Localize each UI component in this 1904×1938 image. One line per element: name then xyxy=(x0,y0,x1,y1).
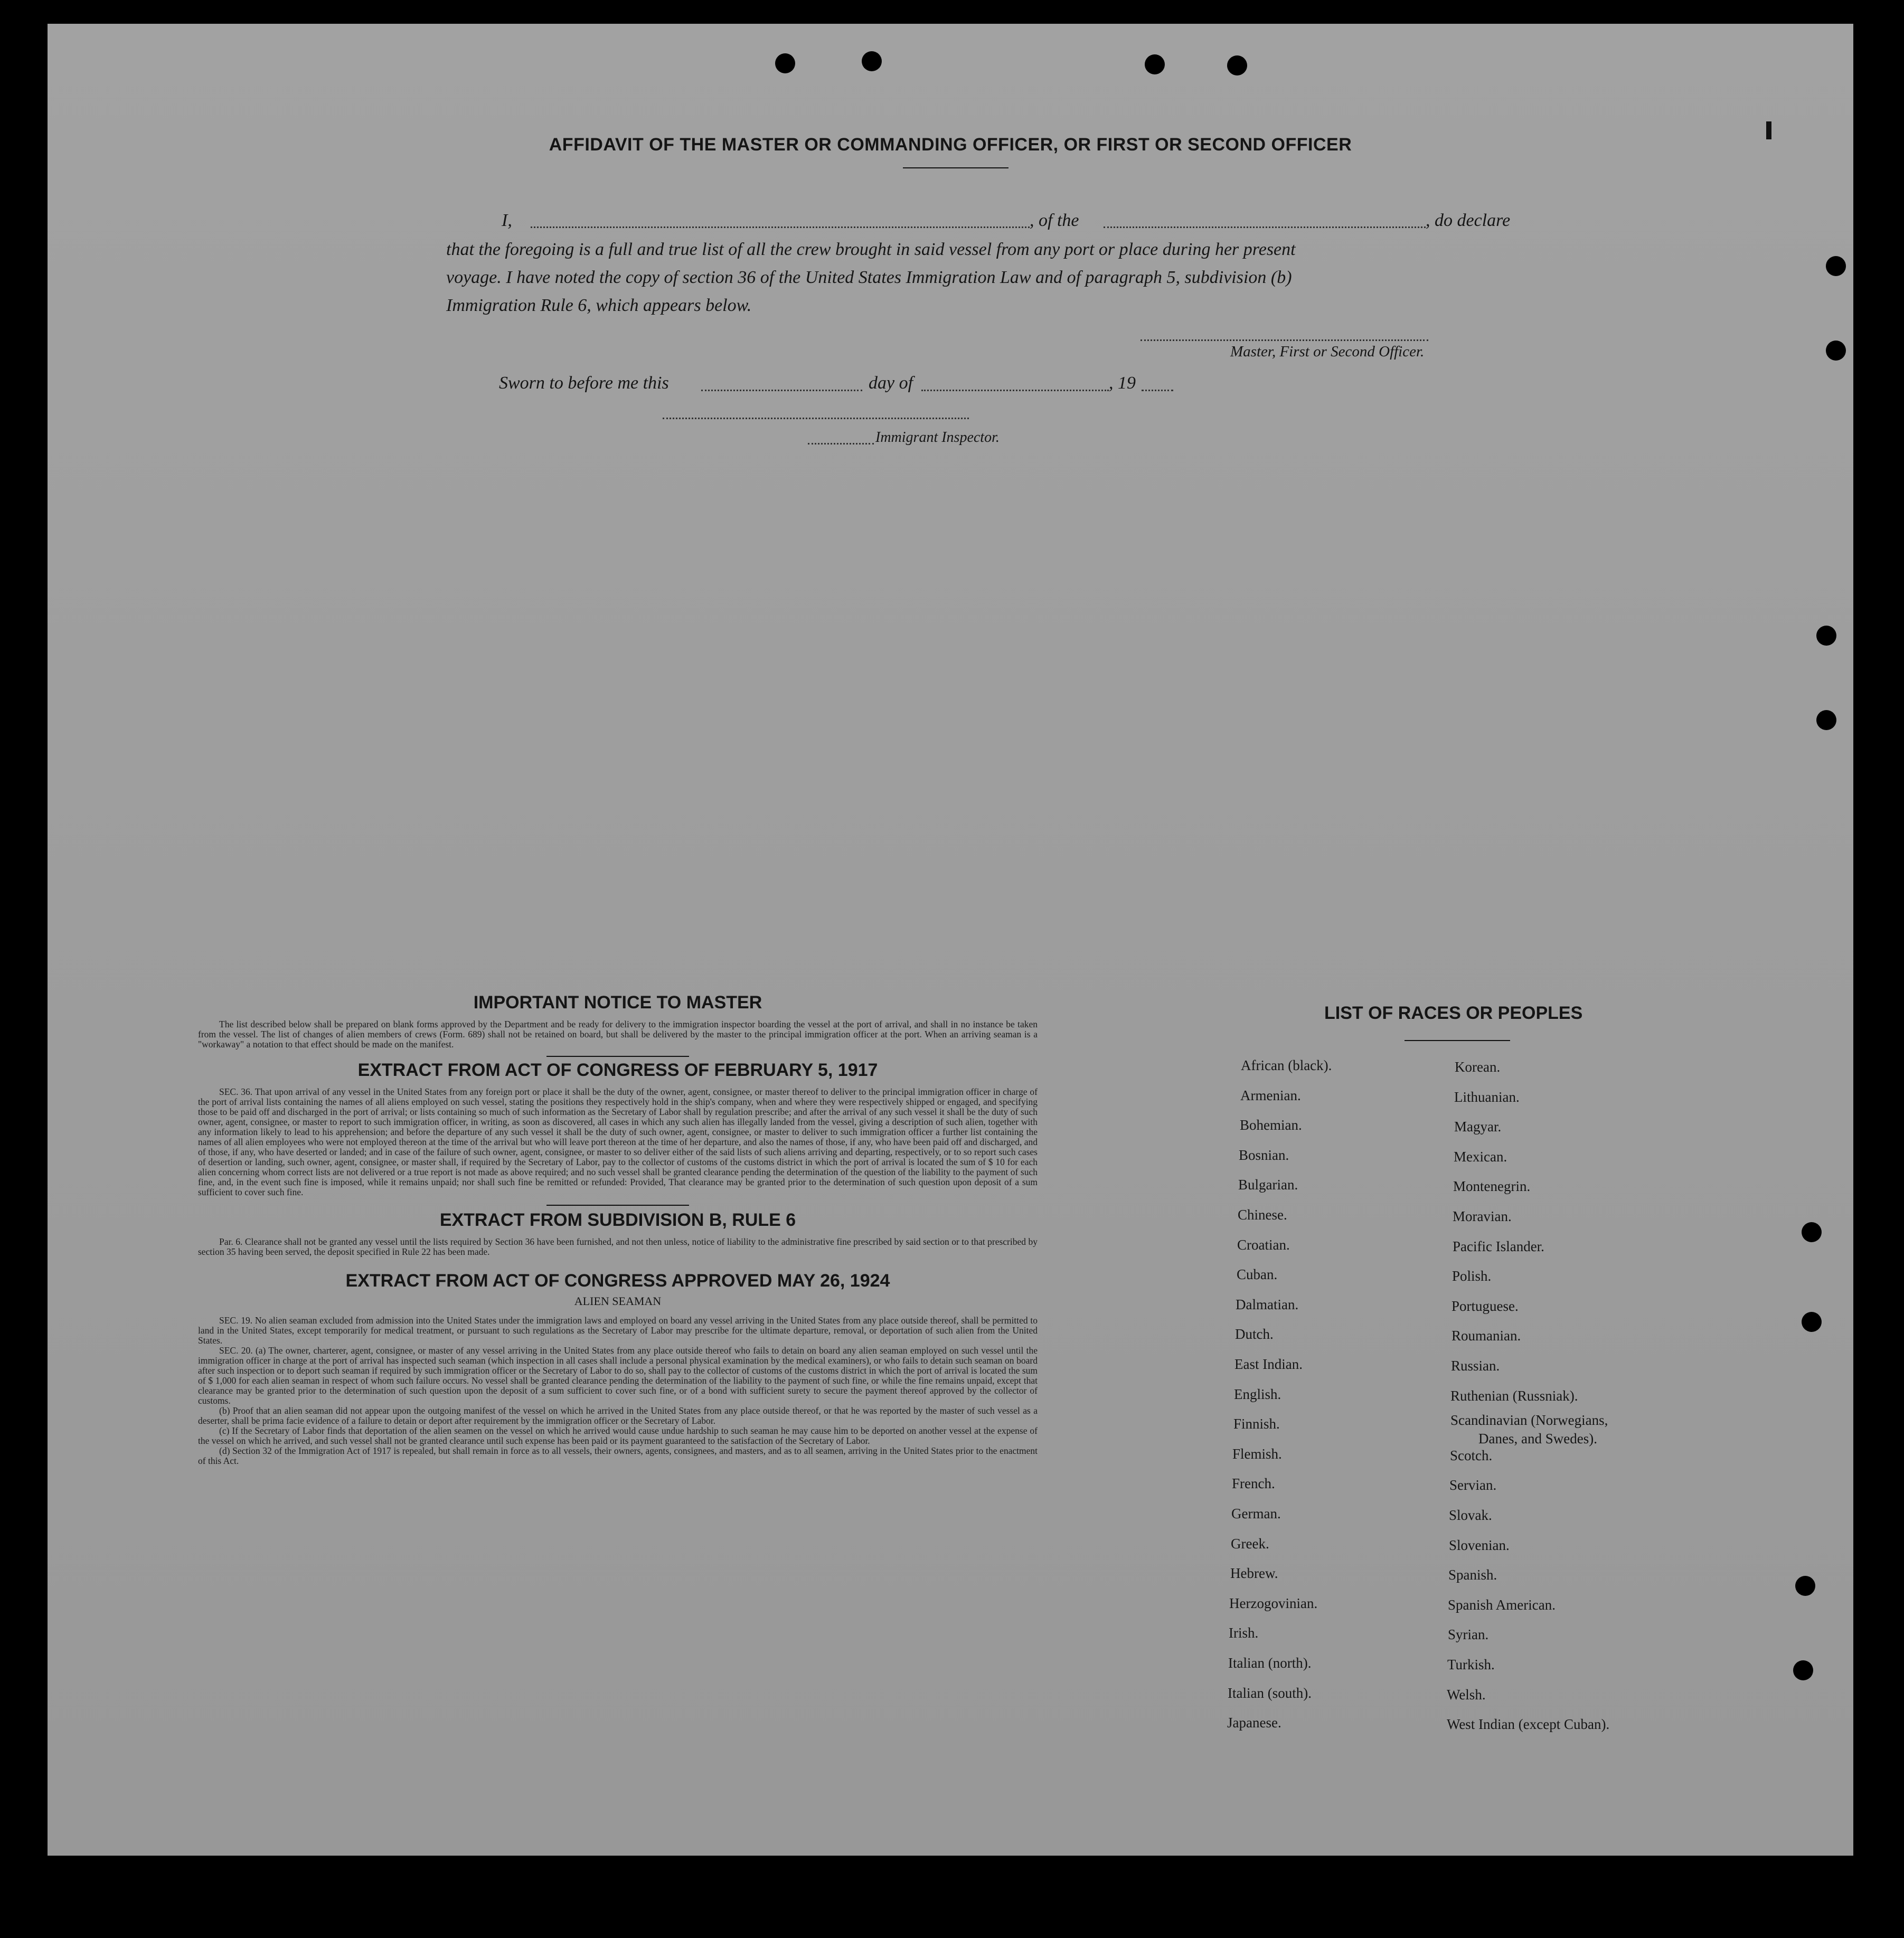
race-item: Lithuanian. xyxy=(1454,1089,1520,1105)
race-item: Cuban. xyxy=(1237,1266,1278,1282)
race-item: Croatian. xyxy=(1237,1237,1290,1253)
notice-body: The list described below shall be prepared on blank forms approved by the Department and be ready for delivery to the immigration inspector boarding the vessel at the port of arrival, and shall in no instance be taken from the vessel. The list of changes of alien members of crews (Form. 689) shall not be retained on board, but shall be delivered by the master to the principal immigration officer at the port. When an arriving seaman is a "workaway" a notation to that effect should be made on the manifest. xyxy=(198,1019,1038,1050)
race-item: Scotch. xyxy=(1450,1448,1493,1463)
punch-hole xyxy=(1802,1312,1822,1332)
notice-divider xyxy=(546,1056,689,1057)
title-underline xyxy=(903,167,1008,168)
race-item: Slovenian. xyxy=(1449,1537,1510,1553)
punch-hole xyxy=(1816,626,1836,646)
sec20a-paragraph: SEC. 20. (a) The owner, charterer, agent, consignee, or master of any vessel arriving in the United States from any place outside thereof who fails to detain on board any alien seaman employed on such vessel until the immigration officer in charge at the port of arrival has inspected such seaman (which inspection in all cases shall include a personal physical examination by the medical examiners), or who fails to detain such seaman on board after such inspection or to deport such seaman if required by such immigration officer or the Secretary of Labor to do so, shall pay to the collector of customs of the customs district in which the port of arrival is located the sum of $ 1,000 for each alien seaman in respect of whom such failure occurs. No vessel shall be granted clearance pending the determination of the liability to the payment of such fine, or while the fine remains unpaid, except that clearance may be granted prior to the determination of such question upon the deposit of a sum sufficient to cover such fine, or of a bond with sufficient surety to secure the payment thereof approved by the collector of customs. xyxy=(198,1345,1038,1406)
punch-hole xyxy=(775,53,795,73)
race-item: Flemish. xyxy=(1232,1446,1282,1462)
race-item: Roumanian. xyxy=(1451,1328,1521,1344)
race-item: Irish. xyxy=(1229,1625,1259,1641)
sec20c-paragraph: (c) If the Secretary of Labor finds that deportation of the alien seamen on the vessel on which he arrived would cause undue hardship to such seaman he may cause him to be deported on another vessel at the expense of the vessel on which he arrived, and such vessel shall not be granted clearance until such expense has been paid or its payment guaranteed to the satisfaction of the Secretary of Labor. xyxy=(198,1425,1038,1446)
race-item: Russian. xyxy=(1451,1358,1500,1374)
races-underline xyxy=(1405,1040,1510,1041)
race-item: Spanish American. xyxy=(1448,1597,1556,1613)
punch-hole xyxy=(1816,710,1836,730)
signature-caption: Master, First or Second Officer. xyxy=(1230,343,1425,360)
punch-hole xyxy=(1793,1660,1813,1680)
race-item: Italian (north). xyxy=(1228,1655,1312,1671)
extract-1917-body: SEC. 36. That upon arrival of any vessel in the United States from any foreign port or place it shall be the duty of the owner, agent, consignee, or master thereof to deliver to the principal immigration officer in charge of the port of arrival lists containing the names of all aliens employed on such vessel, stating the positions they respectively hold in the ship's company, when and where they were respectively shipped or engaged, and specifying those to be paid off and discharged in the port of arrival; or lists containing so much of such information as the Secretary of Labor shall by regulation prescribe; and after the arrival of any such vessel it shall be the duty of such owner, agent, consignee, or master to report to such immigration officer, in writing, as soon as discovered, all cases in which any such alien has illegally landed from the vessel, giving a description of such alien, together with any information likely to lead to his apprehension; and before the departure of any such vessel it shall be the duty of such owner, agent, consignee, or master to deliver to such immigration officer a further list containing the names of all alien employees who were not employed thereon at the time of the arrival but who will leave port thereon at the time of her departure, and also the names of those, if any, who have been paid off and discharged, and of those, if any, who have deserted or landed; and in case of the failure of such owner, agent, consignee, or master to so deliver either of the said lists of such aliens arriving and departing, respectively, or to so report such cases of desertion or landing, such owner, agent, consignee, or master shall, if required by the Secretary of Labor, pay to the collector of customs of the customs district in which the port of arrival is located the sum of $ 10 for each alien concerning whom correct lists are not delivered or a true report is not made as above required; and no such vessel shall be granted clearance pending the determination of the question of the liability to the payment of such fine, and, in the event such fine is imposed, while it remains unpaid; nor shall such fine be remitted or refunded: Provided, That clearance may be granted prior to the determination of such question upon deposit of a sum sufficient to cover such fine. xyxy=(198,1086,1038,1197)
punch-hole xyxy=(1802,1222,1822,1242)
notice-title: IMPORTANT NOTICE TO MASTER xyxy=(473,992,762,1013)
inspector-prefix-dots xyxy=(808,443,874,445)
punch-hole xyxy=(1145,54,1165,74)
declaration-line-4: Immigration Rule 6, which appears below. xyxy=(446,296,752,315)
race-item: Hebrew. xyxy=(1230,1565,1278,1581)
inspector-signature-field[interactable] xyxy=(663,418,969,419)
punch-hole xyxy=(862,51,882,71)
declaration-line-2: that the foregoing is a full and true list of all the crew brought in said vessel from any port or place during her present xyxy=(446,240,1296,259)
form-sheet xyxy=(48,24,1853,1856)
race-item: West Indian (except Cuban). xyxy=(1447,1716,1610,1732)
race-item: Bosnian. xyxy=(1239,1147,1289,1163)
race-item: Bulgarian. xyxy=(1238,1177,1298,1193)
race-item: Spanish. xyxy=(1448,1567,1497,1583)
race-item: Magyar. xyxy=(1454,1119,1502,1135)
sworn-day-field[interactable] xyxy=(701,390,862,391)
punch-hole xyxy=(1826,341,1846,361)
affidavit-title: AFFIDAVIT OF THE MASTER OR COMMANDING OFFICER, OR FIRST OR SECOND OFFICER xyxy=(549,135,1352,155)
declaration-line-3: voyage. I have noted the copy of section 36 of the United States Immigration Law and of paragraph 5, subdivision (b) xyxy=(446,268,1292,287)
vessel-field[interactable] xyxy=(1104,226,1426,228)
race-item: Greek. xyxy=(1231,1536,1269,1552)
race-item: Slovak. xyxy=(1449,1507,1492,1523)
race-item: Scandinavian (Norwegians, xyxy=(1450,1412,1608,1428)
signature-field[interactable] xyxy=(1140,339,1428,341)
i-label: I, xyxy=(502,211,512,230)
race-item: Chinese. xyxy=(1238,1207,1287,1223)
race-item: Italian (south). xyxy=(1228,1685,1312,1701)
race-item: Danes, and Swedes). xyxy=(1478,1431,1597,1447)
extract-1917-title: EXTRACT FROM ACT OF CONGRESS OF FEBRUARY 5, 1917 xyxy=(357,1060,878,1080)
declaration-line-1 xyxy=(502,207,1521,234)
race-item: Portuguese. xyxy=(1451,1298,1519,1314)
day-of-label: day of xyxy=(869,373,913,393)
punch-hole xyxy=(1227,55,1247,75)
of-the-label: , of the xyxy=(1030,211,1079,230)
race-item: French. xyxy=(1232,1476,1275,1491)
race-item: Montenegrin. xyxy=(1453,1178,1531,1194)
year-label: , 19 xyxy=(1109,373,1136,393)
race-item: Dalmatian. xyxy=(1236,1297,1299,1312)
name-field[interactable] xyxy=(531,226,1030,228)
race-item: Bohemian. xyxy=(1240,1117,1302,1133)
extract-1924-subtitle: ALIEN SEAMAN xyxy=(574,1294,662,1308)
race-item: Pacific Islander. xyxy=(1453,1239,1544,1254)
notice-section xyxy=(198,992,1038,1466)
race-item: German. xyxy=(1231,1506,1281,1521)
race-item: Welsh. xyxy=(1447,1687,1486,1703)
race-item: Armenian. xyxy=(1240,1088,1301,1103)
race-item: Herzogovinian. xyxy=(1229,1595,1318,1611)
punch-hole xyxy=(1795,1576,1815,1596)
race-item: Syrian. xyxy=(1448,1627,1489,1642)
race-item: Mexican. xyxy=(1454,1149,1507,1165)
rule6-body: Par. 6. Clearance shall not be granted any vessel until the lists required by Section 36 have been furnished, and not then unless, notice of liability to the administrative fine prescribed by said section or to that prescribed by section 35 having been served, the deposit specified in Rule 22 has been made. xyxy=(198,1236,1038,1257)
sec20d-paragraph: (d) Section 32 of the Immigration Act of 1917 is repealed, but shall remain in force as to all vessels, their owners, agents, consignees, and masters, and as to all seamen, arriving in the United States prior to the enactment of this Act. xyxy=(198,1445,1038,1466)
sworn-label: Sworn to before me this xyxy=(499,373,669,393)
races-title: LIST OF RACES OR PEOPLES xyxy=(1324,1003,1583,1023)
race-item: Korean. xyxy=(1455,1059,1501,1075)
race-item: Japanese. xyxy=(1227,1715,1281,1731)
race-item: Moravian. xyxy=(1453,1208,1512,1224)
sec19-paragraph: SEC. 19. No alien seaman excluded from admission into the United States under the immigration laws and employed on board any vessel arriving in the United States from any place outside thereof, shall be permitted to land in the United States, except temporarily for medical treatment, or pursuant to such regulations as the Secretary of Labor may prescribe for the ultimate departure, removal, or deportation of such alien from the United States. xyxy=(198,1315,1038,1346)
inspector-caption: Immigrant Inspector. xyxy=(875,429,1000,446)
race-item: African (black). xyxy=(1241,1057,1332,1073)
rule6-title: EXTRACT FROM SUBDIVISION B, RULE 6 xyxy=(439,1210,796,1230)
race-item: Finnish. xyxy=(1233,1416,1280,1432)
extract-divider xyxy=(546,1205,689,1206)
sworn-year-field[interactable] xyxy=(1142,390,1173,391)
extract-1924-title: EXTRACT FROM ACT OF CONGRESS APPROVED MAY 26, 1924 xyxy=(345,1271,890,1291)
race-item: Polish. xyxy=(1452,1268,1492,1284)
race-item: English. xyxy=(1234,1386,1281,1402)
race-item: Servian. xyxy=(1449,1477,1497,1493)
do-declare-label: , do declare xyxy=(1426,211,1511,230)
race-item: East Indian. xyxy=(1234,1356,1303,1372)
race-item: Dutch. xyxy=(1235,1326,1274,1342)
race-item: Turkish. xyxy=(1447,1657,1495,1672)
race-item: Ruthenian (Russniak). xyxy=(1450,1388,1578,1404)
sworn-month-field[interactable] xyxy=(921,390,1109,391)
punch-hole xyxy=(1826,256,1846,276)
sec20b-paragraph: (b) Proof that an alien seaman did not appear upon the outgoing manifest of the vessel on which he arrived in the United States from any place outside thereof, or that he was reported by the master of such vessel as a deserter, shall be prima facie evidence of a failure to detain or deport after requirement by the immigration officer or the Secretary of Labor. xyxy=(198,1405,1038,1426)
